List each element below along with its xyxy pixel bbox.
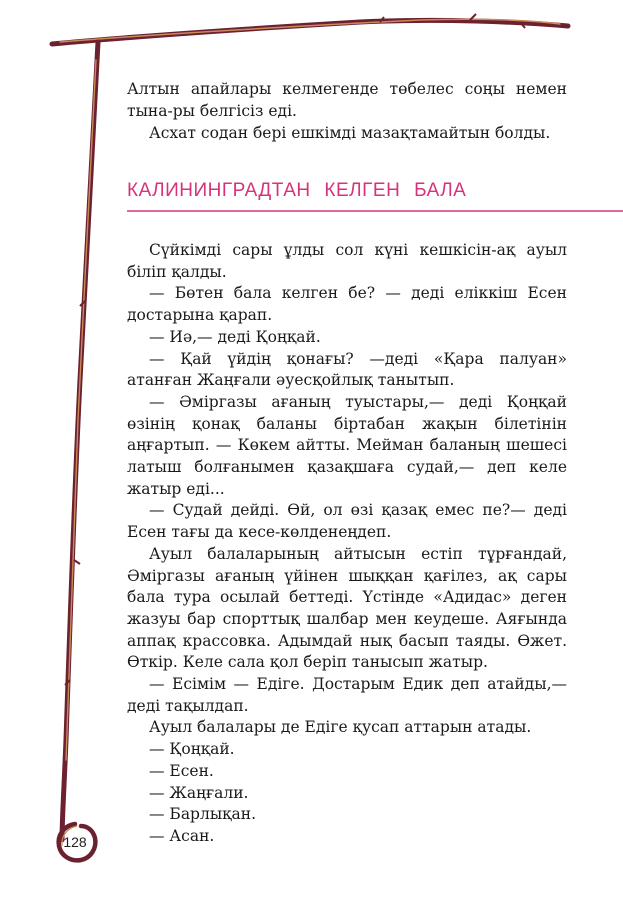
- body-paragraph: — Әміргазы ағаның туыстары,— деді Қоңқай өзінің қонақ баланы біртабан жақын білетінін аңғартып. — Көкем айтты. Мейман баланың шешесі латыш болғанымен қазақшаға судай,— деп келе жатыр еді...: [127, 392, 567, 498]
- body-paragraph: — Есен.: [149, 761, 214, 780]
- body-paragraph: — Жаңғали.: [149, 783, 249, 802]
- body-paragraph: — Қоңқай.: [149, 740, 235, 759]
- body-paragraph: — Барлықан.: [149, 805, 257, 824]
- intro-text: [127, 78, 567, 144]
- body-paragraph: Сүйкімді сары ұлды сол күні кешкісін-ақ ауыл біліп қалды.: [127, 241, 567, 281]
- body-paragraph: — Асан.: [149, 826, 215, 845]
- body-paragraph: — Қай үйдің қонағы? —деді «Қара палуан» атанған Жаңғали әуесқойлық танытып.: [127, 349, 567, 390]
- body-paragraph: Ауыл балаларының айтысын естіп тұрғандай, Әміргазы ағаның үйінен шыққан қағілез, ақ сары бала тура осылай беттеді. Үстінде «Адидас» деген жазуы бар спорттық шалбар мен кеудеше. Аяғында аппақ крассовка. Адымдай нық басып таяды. Өжет. Өткір. Келе сала қол беріп танысып жатыр.: [127, 544, 567, 672]
- body-paragraph: — Судай дейді. Өй, ол өзі қазақ емес пе?— деді Есен тағы да кесе-көлденеңдеп.: [127, 501, 567, 542]
- body-paragraph: — Бөтен бала келген бе? — деді еліккіш Есен достарына қарап.: [127, 284, 567, 325]
- body-paragraph: — Есімім — Едіге. Достарым Едик деп атайды,— деді тақылдап.: [127, 675, 567, 715]
- page-number-badge: [55, 820, 99, 864]
- intro-paragraph: Алтын апайлары келмегенде төбелес соңы немен тына-ры белгісіз еді.: [127, 80, 567, 120]
- intro-paragraph: Асхат содан бері ешкімді мазақтамайтын болды.: [149, 124, 551, 142]
- chapter-body: [127, 240, 567, 848]
- chapter-title: КАЛИНИНГРАДТАН КЕЛГЕН БАЛА: [127, 180, 467, 201]
- body-paragraph: Ауыл балалары де Едіге қусап аттарын атады.: [149, 718, 532, 737]
- page-number: 128: [63, 834, 87, 850]
- body-paragraph: — Иә,— деді Қоңқай.: [149, 327, 321, 346]
- title-underline: [127, 210, 623, 212]
